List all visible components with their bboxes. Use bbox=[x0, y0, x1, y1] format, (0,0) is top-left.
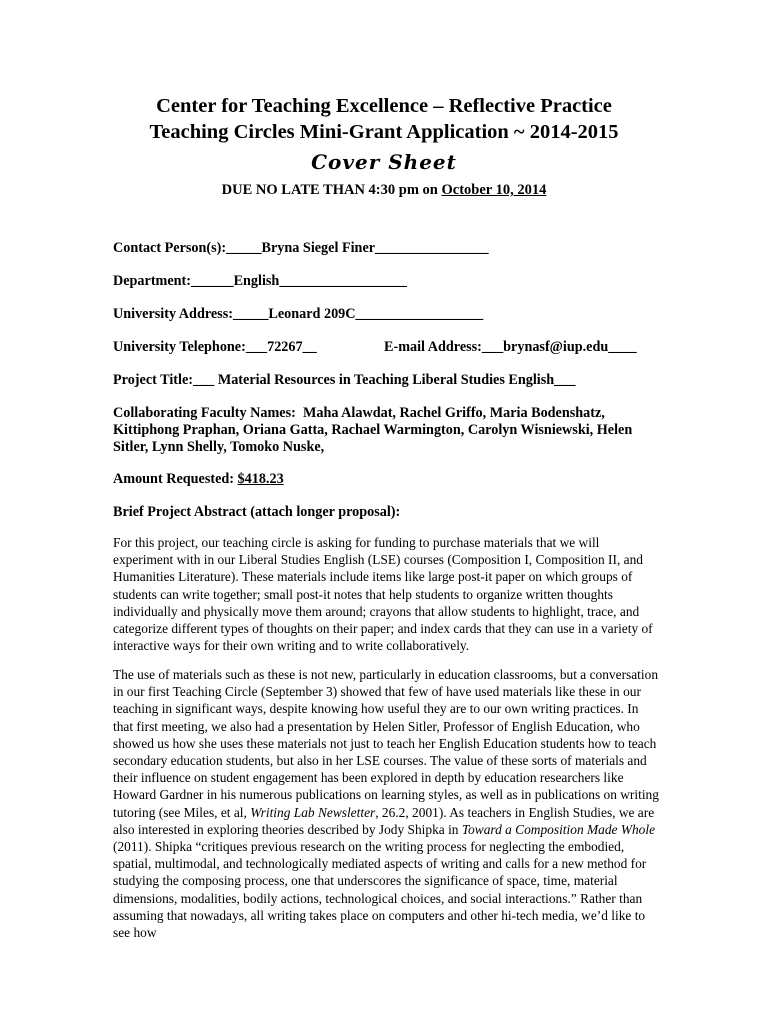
due-date: October 10, 2014 bbox=[441, 182, 547, 198]
department-trail: __________________ bbox=[279, 273, 408, 289]
due-prefix: DUE NO LATE THAN 4:30 pm on bbox=[221, 182, 438, 198]
page-title-line-1: Center for Teaching Excellence – Reflective Practice bbox=[156, 95, 612, 117]
department-field bbox=[113, 273, 407, 290]
email-trail: ____ bbox=[608, 339, 637, 355]
citation-toward-a-composition: Toward a Composition Made Whole bbox=[461, 821, 656, 837]
contact-trail: ________________ bbox=[375, 240, 489, 256]
abstract-p2-part-a: The use of materials such as these is not new, particularly in education classrooms, but a conversation in our first Teaching Circle (September 3) showed that few of have used materials like these in our teaching in significant ways, despite knowing how useful they are to our own writing practices. In that first meeting, we also had a presentation by Helen Sitler, Professor of English Education, who showed us how she uses these materials not just to teach her English Education students how to teach secondary education students, but also in her LSE courses. The value of these sorts of materials and their influence on student engagement has been explored in depth by education researchers like Howard Gardner in his numerous publications on learning styles, as well as in publications on writing tutoring (see Miles, et al, bbox=[113, 667, 659, 820]
abstract-heading: Brief Project Abstract (attach longer proposal): bbox=[113, 504, 401, 520]
collab-label: Collaborating Faculty Names: bbox=[113, 405, 296, 421]
collaborating-faculty-field bbox=[113, 405, 643, 456]
address-label: University Address:_____ bbox=[113, 306, 269, 322]
amount-value: $418.23 bbox=[237, 471, 284, 487]
contact-person-field bbox=[113, 240, 489, 257]
address-value: Leonard 209C bbox=[268, 306, 356, 322]
telephone-value: 72267 bbox=[267, 339, 303, 355]
abstract-paragraph-2 bbox=[113, 666, 661, 941]
citation-writing-lab-newsletter: Writing Lab Newsletter bbox=[250, 804, 376, 820]
amount-requested-field bbox=[113, 471, 284, 488]
cover-sheet-heading: Cover Sheet bbox=[311, 150, 457, 174]
due-date-line bbox=[0, 181, 768, 199]
email-value: brynasf@iup.edu bbox=[503, 339, 609, 355]
telephone-label: University Telephone:___ bbox=[113, 339, 268, 355]
telephone-trail: __ bbox=[302, 339, 317, 355]
page-title-line-2: Teaching Circles Mini-Grant Application ~ 2014-2015 bbox=[149, 121, 619, 143]
contact-value: Bryna Siegel Finer bbox=[261, 240, 376, 256]
department-label: Department:______ bbox=[113, 273, 234, 289]
university-address-field bbox=[113, 306, 483, 323]
department-value: English bbox=[233, 273, 280, 289]
abstract-p2-part-c: (2011). Shipka “critiques previous research on the writing process for neglecting the embodied, spatial, multimodal, and technologically mediated aspects of writing and calls for a new method for studying the composing process, one that underscores the significance of space, time, material dimensions, modalities, bodily actions, technological choices, and social interactions.” Rather than assuming that nowadays, all writing takes place on computers and other hi-tech media, we’d like to see how bbox=[113, 839, 647, 941]
collab-value: Maha Alawdat, Rachel Griffo, Maria Bodenshatz, Kittiphong Praphan, Oriana Gatta, Rachael Warmington, Carolyn Wisniewski, Helen Sitler, Lynn Shelly, Tomoko Nuske, bbox=[113, 405, 633, 455]
abstract-p2-part-b: , 26.2, 2001). As teachers in English Studies, we are also interested in exploring theories described by Jody Shipka in bbox=[113, 804, 655, 837]
contact-label: Contact Person(s):_____ bbox=[113, 240, 262, 256]
project-value: Material Resources in Teaching Liberal Studies English bbox=[217, 372, 555, 388]
abstract-paragraph-1: For this project, our teaching circle is asking for funding to purchase materials that we will experiment with in our Liberal Studies English (LSE) courses (Composition I, Composition II, and Humanities Literature). These materials include items like large post-it paper on which groups of students can write together; small post-it notes that help students to organize written thoughts individually and physically move them around; crayons that allow students to highlight, trace, and categorize different types of thoughts on their paper; and index cards that they can use in a variety of interactive ways for their own writing and to write collaboratively. bbox=[113, 535, 653, 654]
email-address-field bbox=[384, 339, 637, 356]
university-telephone-field bbox=[113, 339, 317, 356]
amount-label: Amount Requested: bbox=[113, 471, 234, 487]
project-trail: ___ bbox=[554, 372, 576, 388]
project-title-field bbox=[113, 372, 575, 389]
email-label: E-mail Address:___ bbox=[384, 339, 504, 355]
address-trail: __________________ bbox=[355, 306, 484, 322]
project-label: Project Title:___ bbox=[113, 372, 215, 388]
